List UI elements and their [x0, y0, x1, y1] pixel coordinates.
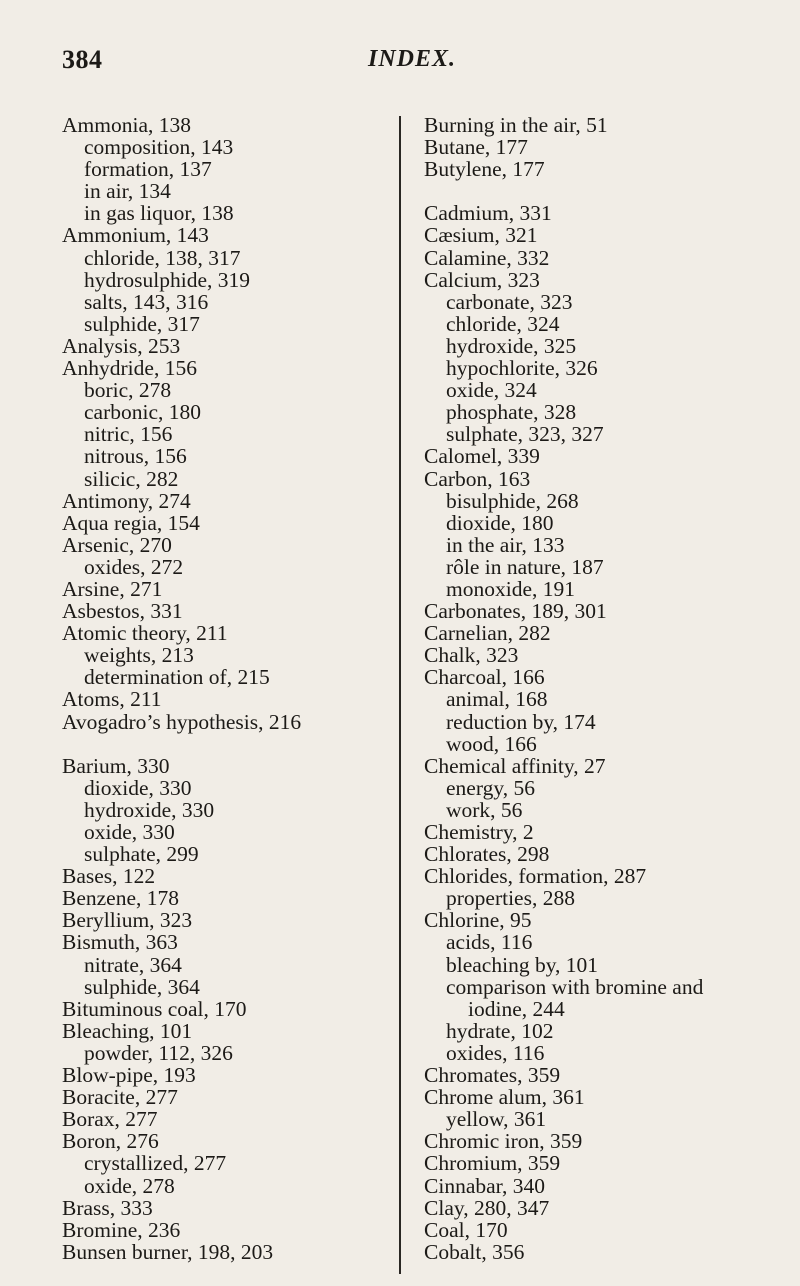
index-entry: Chlorides, formation, 287 [424, 864, 647, 889]
index-subentry: dioxide, 180 [446, 510, 554, 535]
index-entry: Boracite, 277 [62, 1085, 178, 1110]
index-subentry: hydrate, 102 [446, 1018, 554, 1043]
index-subentry: wood, 166 [446, 731, 537, 756]
index-subentry: hydroxide, 330 [84, 797, 215, 822]
running-head: INDEX. [368, 46, 457, 72]
index-entry: Bases, 122 [62, 864, 156, 889]
index-entry: Carbonates, 189, 301 [424, 599, 607, 624]
index-entry: Ammonia, 138 [62, 113, 191, 137]
index-subentry: sulphide, 317 [84, 311, 200, 336]
index-entry: Beryllium, 323 [62, 908, 193, 933]
index-subentry: properties, 288 [446, 886, 575, 911]
index-entry: Chemistry, 2 [424, 820, 534, 844]
index-subentry: nitrous, 156 [84, 444, 187, 469]
index-entry: Asbestos, 331 [62, 599, 183, 624]
index-entry: Bituminous coal, 170 [62, 996, 247, 1021]
index-subentry: determination of, 215 [84, 665, 270, 690]
index-entry: Atomic theory, 211 [62, 621, 228, 646]
index-subentry: acids, 116 [446, 930, 533, 955]
index-subentry: hydroxide, 325 [446, 333, 577, 358]
index-entry: Atoms, 211 [62, 687, 162, 712]
index-subentry: sulphate, 323, 327 [446, 422, 604, 447]
index-entry: Cadmium, 331 [424, 201, 552, 226]
index-entry: Calamine, 332 [424, 245, 550, 270]
index-subentry: weights, 213 [84, 643, 194, 668]
index-subentry: formation, 137 [84, 157, 212, 182]
index-entry: Chlorine, 95 [424, 908, 532, 933]
index-entry: Burning in the air, 51 [424, 113, 608, 137]
index-entry: Antimony, 274 [62, 488, 191, 513]
index-subentry: monoxide, 191 [446, 576, 575, 601]
index-subentry: nitric, 156 [84, 422, 173, 447]
index-subentry: iodine, 244 [468, 996, 565, 1021]
index-entry: Aqua regia, 154 [62, 510, 200, 535]
page-number: 384 [62, 45, 103, 74]
index-subentry: in the air, 133 [446, 532, 565, 557]
index-entry: Chlorates, 298 [424, 842, 550, 867]
index-entry: Cobalt, 356 [424, 1239, 525, 1264]
index-subentry: energy, 56 [446, 775, 535, 800]
index-entry: Clay, 280, 347 [424, 1195, 550, 1220]
index-entry: Brass, 333 [62, 1195, 153, 1220]
index-subentry: sulphate, 299 [84, 842, 199, 867]
index-subentry: in air, 134 [84, 179, 171, 204]
index-subentry: in gas liquor, 138 [84, 201, 234, 226]
index-entry: Butane, 177 [424, 135, 528, 160]
index-subentry: powder, 112, 326 [84, 1040, 233, 1065]
index-entry: Carnelian, 282 [424, 621, 551, 646]
index-subentry: composition, 143 [84, 135, 234, 160]
index-subentry: oxide, 330 [84, 820, 175, 844]
index-entry: Calcium, 323 [424, 267, 540, 292]
index-subentry: carbonate, 323 [446, 289, 573, 314]
index-subentry: comparison with bromine and [446, 974, 704, 999]
index-entry: Blow-pipe, 193 [62, 1063, 196, 1088]
index-entry: Anhydride, 156 [62, 356, 197, 381]
index-subentry: salts, 143, 316 [84, 289, 209, 314]
index-entry: Chromic iron, 359 [424, 1129, 583, 1154]
index-entry: Chalk, 323 [424, 643, 519, 668]
index-subentry: oxides, 272 [84, 554, 184, 579]
index-entry: Cinnabar, 340 [424, 1173, 545, 1198]
index-subentry: boric, 278 [84, 378, 172, 403]
index-column-left [62, 114, 397, 1263]
index-subentry: bleaching by, 101 [446, 952, 599, 977]
index-entry: Borax, 277 [62, 1107, 158, 1132]
index-entry: Arsine, 271 [62, 576, 163, 601]
index-entry: Charcoal, 166 [424, 665, 545, 690]
index-subentry: hypochlorite, 326 [446, 356, 598, 381]
index-subentry: yellow, 361 [446, 1107, 547, 1132]
index-entry: Bunsen burner, 198, 203 [62, 1239, 274, 1264]
entry-gap [424, 180, 794, 202]
index-subentry: oxide, 324 [446, 378, 537, 403]
index-entry: Bromine, 236 [62, 1217, 181, 1242]
index-subentry: work, 56 [446, 797, 523, 822]
index-entry: Cæsium, 321 [424, 223, 538, 248]
index-entry: Calomel, 339 [424, 444, 540, 469]
index-subentry: reduction by, 174 [446, 709, 596, 734]
index-subentry: chloride, 138, 317 [84, 245, 241, 270]
index-entry: Bleaching, 101 [62, 1018, 193, 1043]
index-entry: Bismuth, 363 [62, 930, 178, 955]
entry-gap [62, 733, 397, 755]
index-subentry: silicic, 282 [84, 466, 179, 491]
index-entry: Coal, 170 [424, 1217, 508, 1242]
index-entry: Chromium, 359 [424, 1151, 561, 1176]
index-entry: Chrome alum, 361 [424, 1085, 585, 1110]
index-entry: Analysis, 253 [62, 333, 181, 358]
index-entry: Avogadro’s hypothesis, 216 [62, 709, 302, 734]
index-subentry: animal, 168 [446, 687, 548, 712]
column-divider [399, 116, 401, 1274]
index-entry: Barium, 330 [62, 753, 170, 778]
index-subentry: chloride, 324 [446, 311, 560, 336]
index-subentry: sulphide, 364 [84, 974, 200, 999]
index-entry: Carbon, 163 [424, 466, 531, 491]
index-subentry: phosphate, 328 [446, 400, 577, 425]
index-entry: Ammonium, 143 [62, 223, 209, 248]
index-subentry: carbonic, 180 [84, 400, 202, 425]
index-subentry: bisulphide, 268 [446, 488, 579, 513]
index-subentry: crystallized, 277 [84, 1151, 227, 1176]
index-column-right [424, 114, 794, 1263]
index-entry: Boron, 276 [62, 1129, 159, 1154]
index-subentry: hydrosulphide, 319 [84, 267, 251, 292]
index-entry: Arsenic, 270 [62, 532, 172, 557]
index-subentry: nitrate, 364 [84, 952, 182, 977]
index-entry: Butylene, 177 [424, 157, 545, 182]
index-subentry: oxide, 278 [84, 1173, 175, 1198]
index-entry: Chemical affinity, 27 [424, 753, 606, 778]
index-subentry: oxides, 116 [446, 1040, 545, 1065]
index-subentry: dioxide, 330 [84, 775, 192, 800]
index-entry: Chromates, 359 [424, 1063, 561, 1088]
index-entry: Benzene, 178 [62, 886, 180, 911]
index-subentry: rôle in nature, 187 [446, 554, 604, 579]
